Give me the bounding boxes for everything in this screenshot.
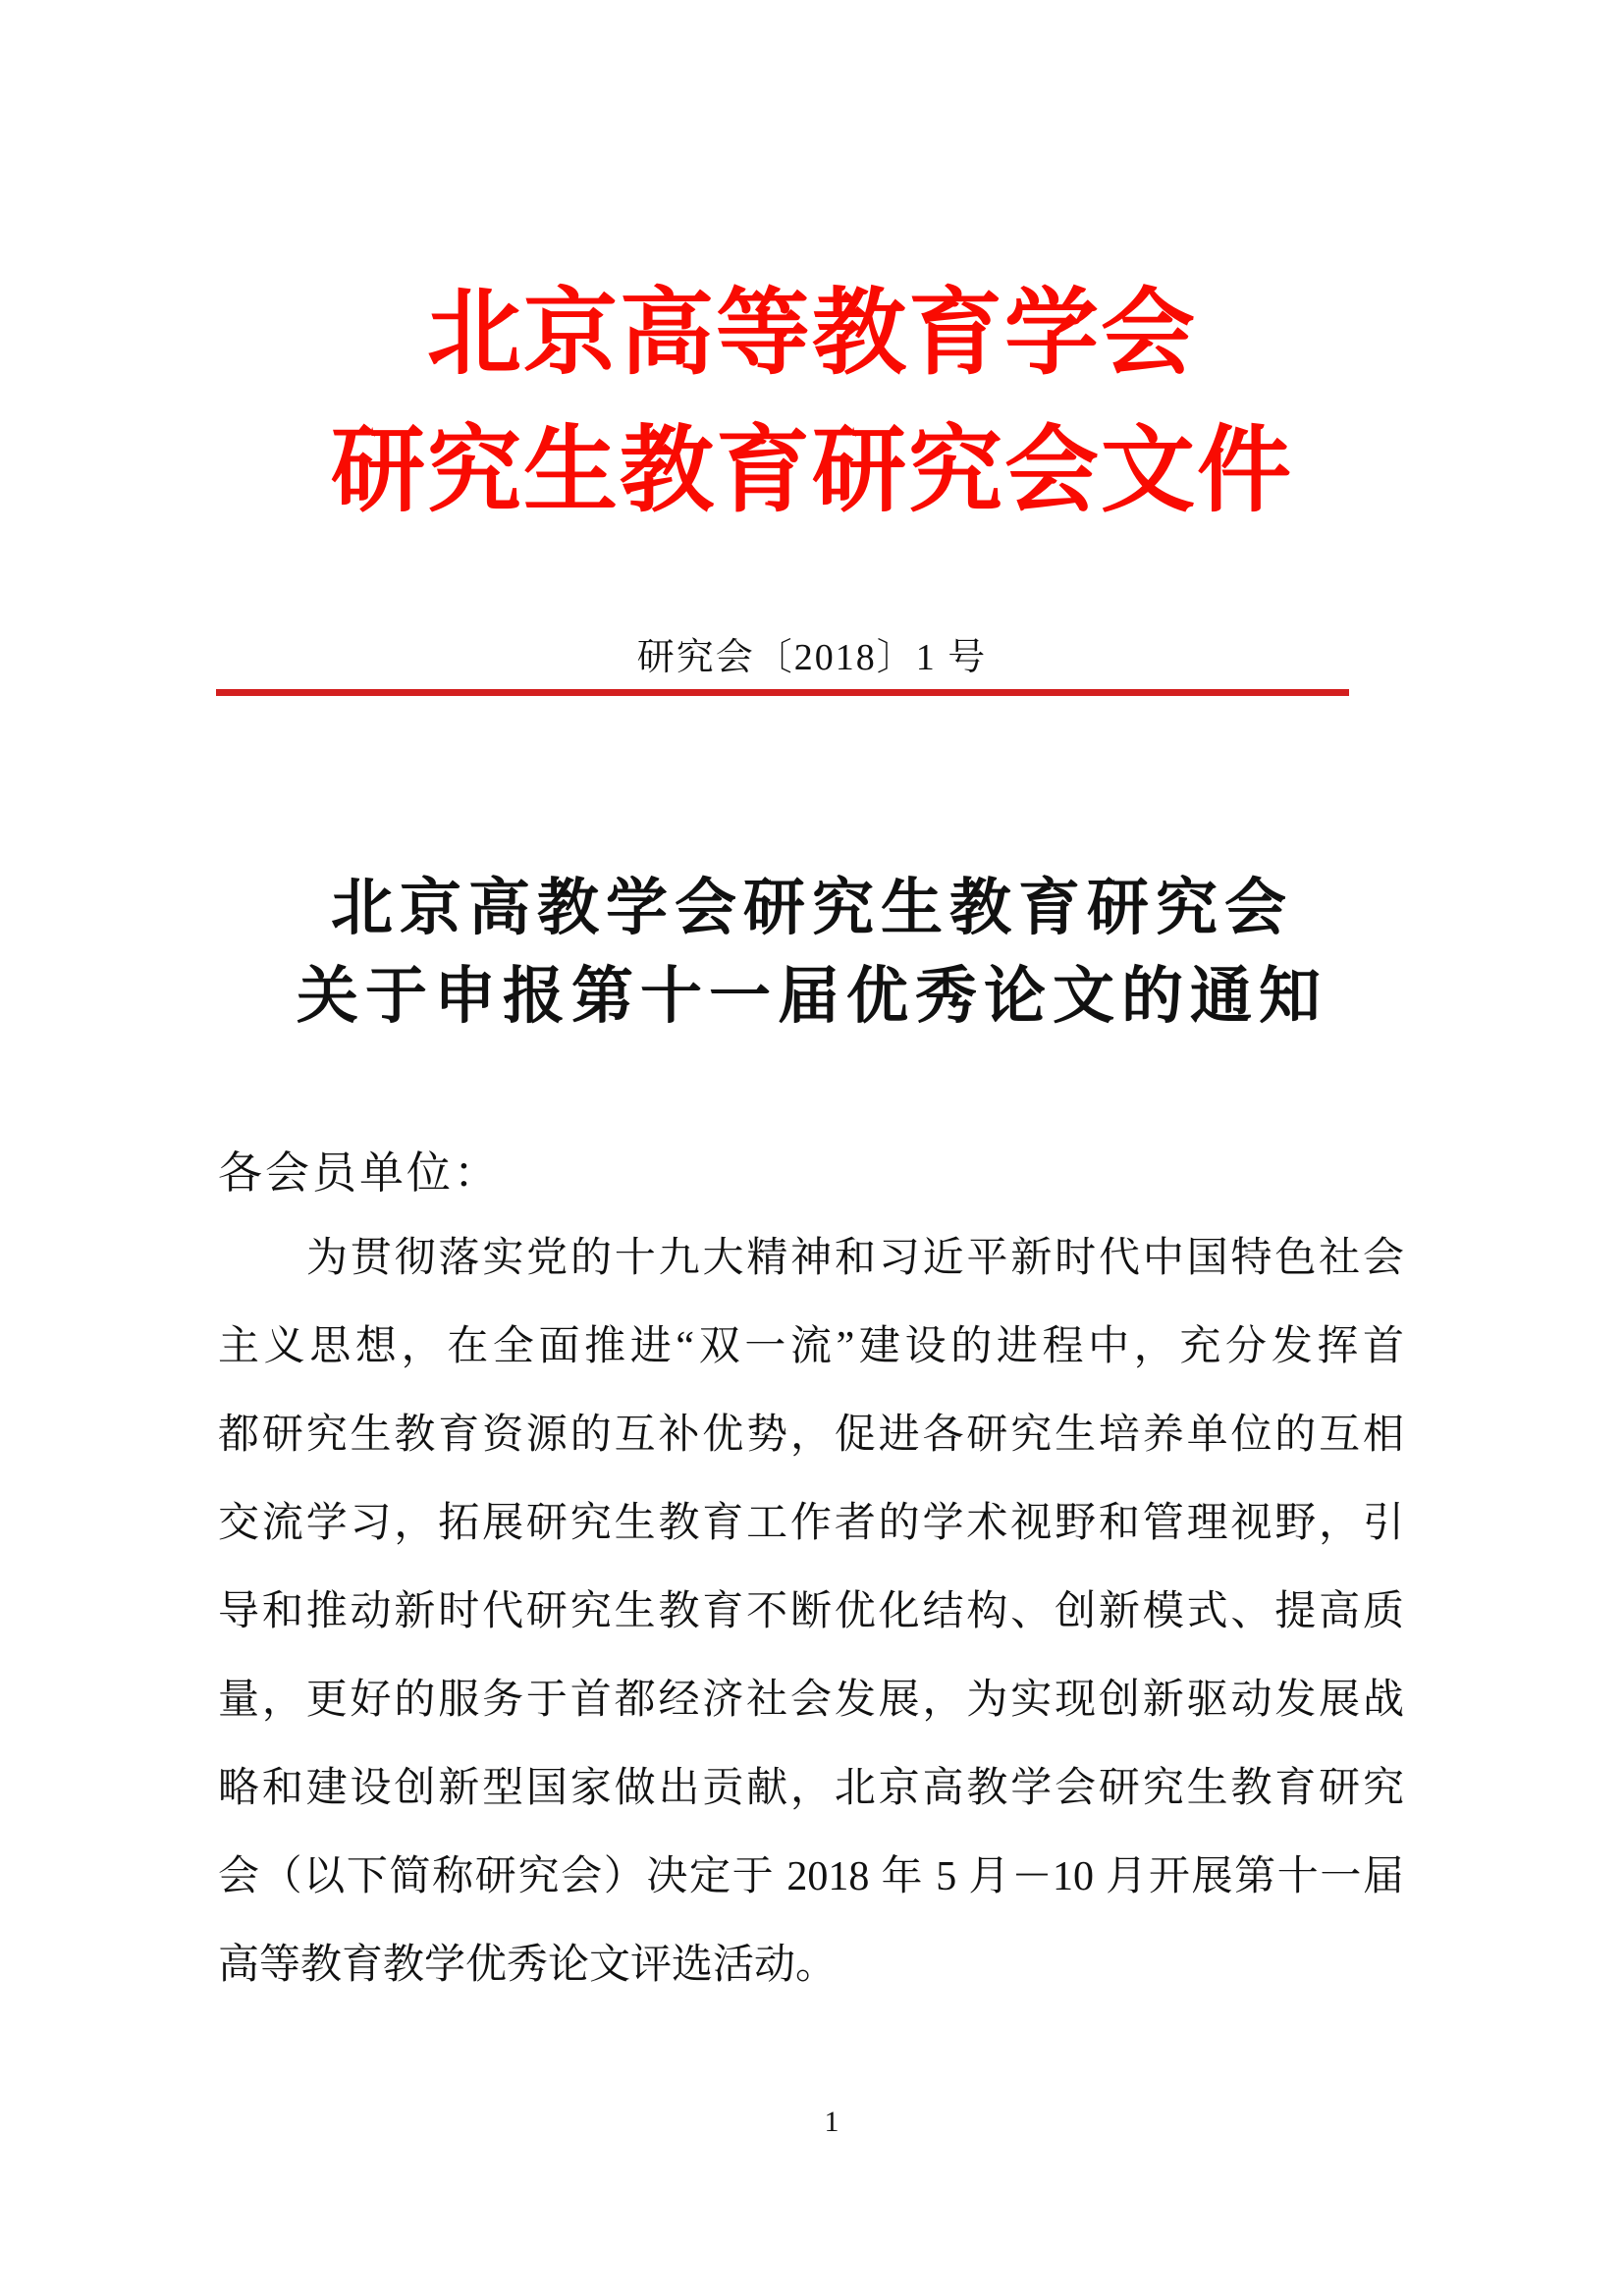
- body-line: 量，更好的服务于首都经济社会发展，为实现创新驱动发展战: [218, 1678, 1404, 1723]
- red-divider-line: [216, 689, 1349, 696]
- letterhead-title-line1: 北京高等教育学会: [427, 281, 1197, 386]
- body-line: 导和推动新时代研究生教育不断优化结构、创新模式、提高质: [218, 1589, 1404, 1634]
- body-line: 会（以下简称研究会）决定于 2018 年 5 月－10 月开展第十一届: [218, 1854, 1404, 1899]
- body-line: 高等教育教学优秀论文评选活动。: [218, 1943, 838, 1988]
- notice-title-line2: 关于申报第十一届优秀论文的通知: [297, 962, 1327, 1031]
- body-line: 为贯彻落实党的十九大精神和习近平新时代中国特色社会: [306, 1236, 1404, 1281]
- document-number: 研究会〔2018〕1 号: [636, 637, 988, 678]
- notice-title: [0, 864, 1624, 1041]
- body-line: 主义思想，在全面推进“双一流”建设的进程中，充分发挥首: [218, 1324, 1404, 1369]
- notice-title-line1: 北京高教学会研究生教育研究会: [331, 874, 1293, 942]
- body-line: 略和建设创新型国家做出贡献，北京高教学会研究生教育研究: [218, 1766, 1404, 1811]
- letterhead-title: [0, 265, 1624, 540]
- body-line: 都研究生教育资源的互补优势，促进各研究生培养单位的互相: [218, 1413, 1404, 1458]
- body-line: 交流学习，拓展研究生教育工作者的学术视野和管理视野，引: [218, 1501, 1404, 1546]
- letterhead-title-line2: 研究生教育研究会文件: [331, 418, 1293, 523]
- salutation: 各会员单位：: [218, 1148, 502, 1198]
- page-footer-number: 1: [824, 2106, 839, 2138]
- body-paragraph: [218, 1214, 1404, 2009]
